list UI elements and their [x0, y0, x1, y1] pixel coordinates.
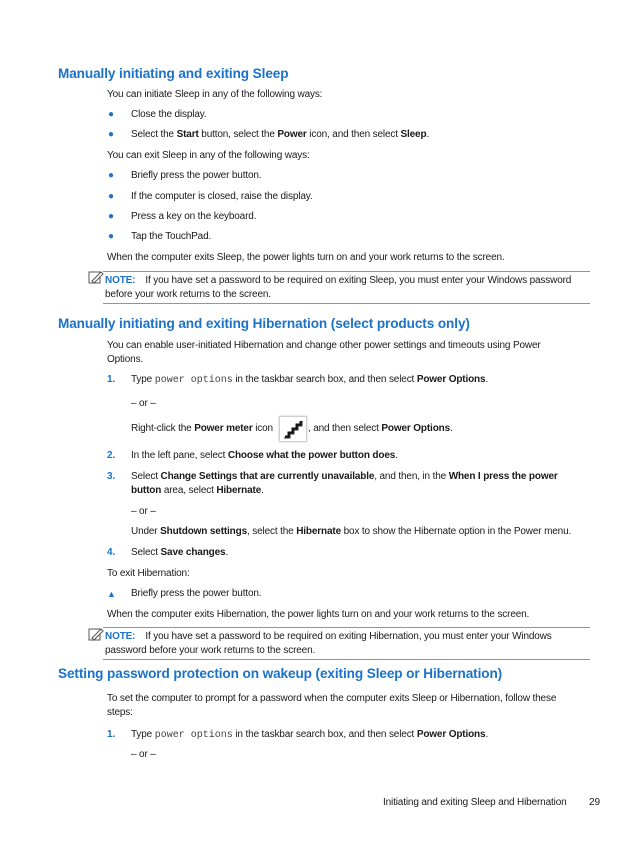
list-item: Select the Start button, select the Power icon, and then select Sleep. — [131, 129, 430, 140]
step-number: 1. — [107, 729, 116, 740]
paragraph: steps: — [107, 707, 133, 718]
paragraph: You can enable user-initiated Hibernation and change other power settings and timeouts using Power — [107, 340, 541, 351]
footer-chapter-title: Initiating and exiting Sleep and Hibernation — [383, 797, 567, 808]
paragraph: You can initiate Sleep in any of the following ways: — [107, 89, 323, 100]
paragraph: When the computer exits Hibernation, the power lights turn on and your work returns to the screen. — [107, 609, 530, 620]
step-text: Type power options in the taskbar search box, and then select Power Options. — [131, 374, 489, 386]
step-text: Select Save changes. — [131, 547, 229, 558]
paragraph: You can exit Sleep in any of the following ways: — [107, 150, 310, 161]
bullet-dot: ● — [108, 191, 115, 202]
section-heading-password: Setting password protection on wakeup (exiting Sleep or Hibernation) — [58, 666, 503, 681]
section-heading-sleep: Manually initiating and exiting Sleep — [58, 66, 289, 81]
list-item: Briefly press the power button. — [131, 588, 262, 599]
bullet-dot: ● — [108, 231, 115, 242]
step-text: In the left pane, select Choose what the power button does. — [131, 450, 398, 461]
list-item: Press a key on the keyboard. — [131, 211, 257, 222]
paragraph: To set the computer to prompt for a password when the computer exits Sleep or Hibernation, follow these — [107, 693, 557, 704]
page-number: 29 — [589, 797, 601, 808]
step-text: Type power options in the taskbar search box, and then select Power Options. — [131, 729, 489, 741]
paragraph: Options. — [107, 354, 144, 365]
note-label: NOTE: — [105, 275, 136, 286]
bullet-dot: ● — [108, 170, 115, 181]
step-text-continued: button area, select Hibernate. — [131, 485, 264, 496]
step-number: 2. — [107, 450, 116, 461]
note-icon — [88, 627, 104, 641]
section-heading-hibernation: Manually initiating and exiting Hibernation (select products only) — [58, 316, 470, 331]
or-separator: – or – — [131, 398, 156, 409]
step-text: Right-click the Power meter icon , and then select Power Options. — [131, 423, 453, 434]
triangle-bullet-icon: ▲ — [107, 589, 116, 599]
step-number: 3. — [107, 471, 116, 482]
list-item: Tap the TouchPad. — [131, 231, 212, 242]
power-meter-icon — [279, 416, 307, 442]
step-text: Under Shutdown settings, select the Hibernate box to show the Hibernate option in the Power menu. — [131, 526, 572, 537]
list-item: Briefly press the power button. — [131, 170, 262, 181]
note-box: NOTE: If you have set a password to be required on exiting Sleep, you must enter your Windows password before your work returns to the screen. — [103, 271, 590, 304]
bullet-dot: ● — [108, 129, 115, 140]
list-item: Close the display. — [131, 109, 207, 120]
step-number: 4. — [107, 547, 116, 558]
step-number: 1. — [107, 374, 116, 385]
step-text: Select Change Settings that are currently unavailable, and then, in the When I press the power — [131, 471, 558, 482]
note-text: NOTE: If you have set a password to be required on exiting Sleep, you must enter your Windows password — [105, 275, 572, 286]
note-box: NOTE: If you have set a password to be required on exiting Hibernation, you must enter your Windows password before your work returns to the screen. — [103, 627, 590, 660]
or-separator: – or – — [131, 749, 156, 760]
note-icon — [88, 270, 104, 284]
paragraph: To exit Hibernation: — [107, 568, 190, 579]
note-label: NOTE: — [105, 631, 136, 642]
bullet-dot: ● — [108, 109, 115, 120]
or-separator: – or – — [131, 506, 156, 517]
paragraph: When the computer exits Sleep, the power lights turn on and your work returns to the screen. — [107, 252, 505, 263]
list-item: If the computer is closed, raise the display. — [131, 191, 313, 202]
bullet-dot: ● — [108, 211, 115, 222]
note-text: NOTE: If you have set a password to be required on exiting Hibernation, you must enter your Windows — [105, 631, 552, 642]
